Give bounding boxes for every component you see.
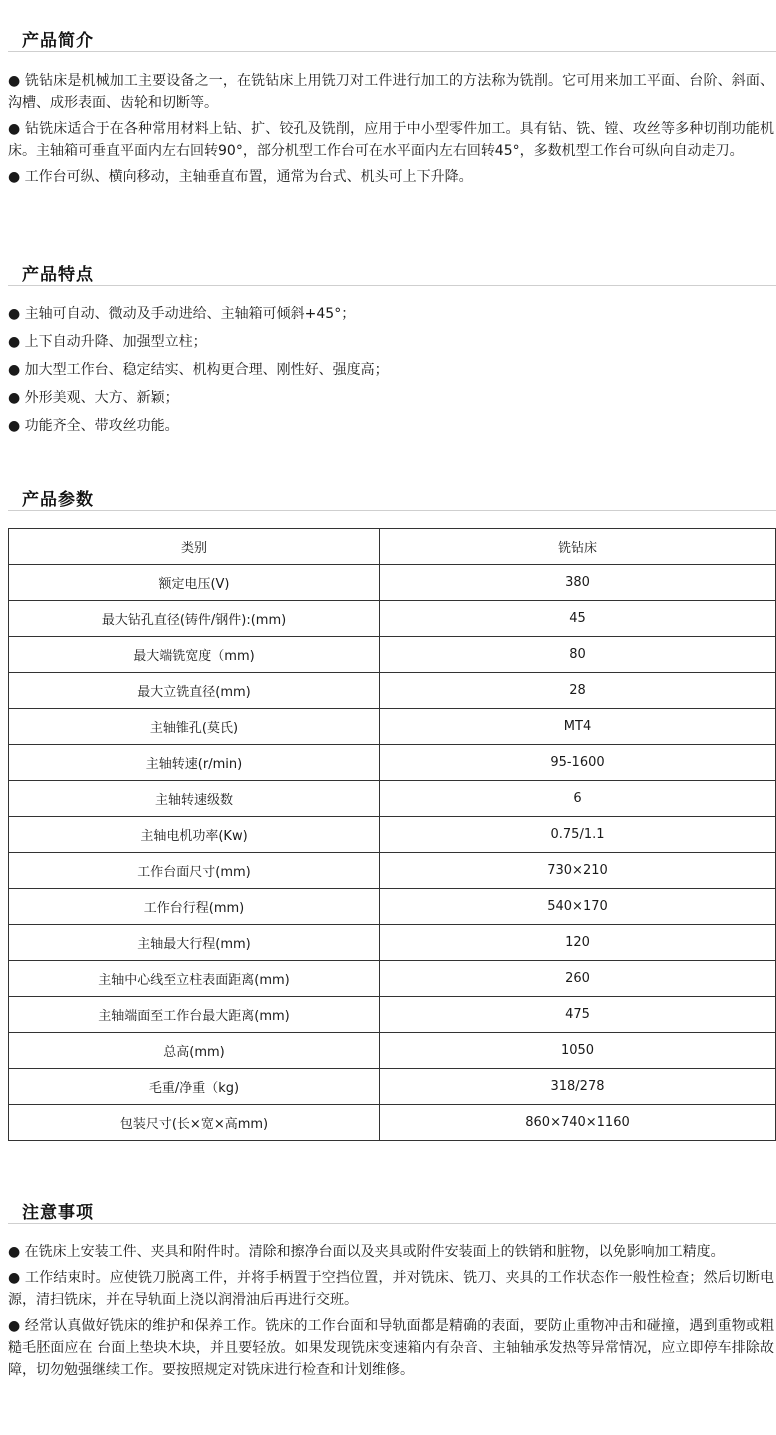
param-label: 最大钻孔直径(铸件/钢件):(mm) xyxy=(9,601,380,637)
table-row xyxy=(9,637,776,673)
feature-item: ● 外形美观、大方、新颖； xyxy=(8,390,179,406)
param-label: 额定电压(V) xyxy=(9,565,380,601)
param-value: 80 xyxy=(380,637,776,673)
param-label: 工作台面尺寸(mm) xyxy=(9,853,380,889)
param-label: 主轴锥孔(莫氏) xyxy=(9,709,380,745)
section-header-intro xyxy=(0,24,776,54)
table-row xyxy=(9,961,776,997)
intro-paragraph: ● 工作台可纵、横向移动，主轴垂直布置，通常为台式、机头可上下升降。 xyxy=(8,169,473,185)
section-header-params xyxy=(0,483,776,513)
table-row xyxy=(9,817,776,853)
section-divider xyxy=(8,51,776,52)
param-label: 主轴端面至工作台最大距离(mm) xyxy=(9,997,380,1033)
param-value: 1050 xyxy=(380,1033,776,1069)
section-header-notes xyxy=(0,1196,776,1226)
param-label: 最大端铣宽度（mm) xyxy=(9,637,380,673)
param-value: 860×740×1160 xyxy=(380,1105,776,1141)
param-value: 260 xyxy=(380,961,776,997)
table-row xyxy=(9,781,776,817)
feature-item: ● 上下自动升降、加强型立柱； xyxy=(8,334,207,350)
note-paragraph: ● 经常认真做好铣床的维护和保养工作。铣床的工作台面和导轨面都是精确的表面，要防止重物冲击和碰撞，遇到重物或粗糙毛胚面应在 台面上垫块木块，并且要轻放。如果发现铣床变速箱内有杂音、主轴轴承发热等异常情况，应立即停车排除故障，切勿勉强继续工作。要按照规定对铣床进行检查和计划维修。 xyxy=(8,1318,774,1378)
table-row xyxy=(9,1069,776,1105)
param-value: 318/278 xyxy=(380,1069,776,1105)
table-row xyxy=(9,853,776,889)
param-value: 铣钻床 xyxy=(380,529,776,565)
features-list xyxy=(8,303,774,443)
table-row xyxy=(9,529,776,565)
section-title-intro: 产品简介 xyxy=(22,31,94,51)
feature-item: ● 主轴可自动、微动及手动进给、主轴箱可倾斜+45°； xyxy=(8,306,356,322)
table-row xyxy=(9,997,776,1033)
section-header-features xyxy=(0,258,776,288)
table-row xyxy=(9,1105,776,1141)
intro-paragraph: ● 钻铣床适合于在各种常用材料上钻、扩、铰孔及铣削，应用于中小型零件加工。具有钻、铣、镗、攻丝等多种切削功能机床。主轴箱可垂直平面内左右回转90°，部分机型工作台可在水平面内左右回转45°，多数机型工作台可纵向自动走刀。 xyxy=(8,121,774,159)
table-row xyxy=(9,925,776,961)
intro-paragraph: ● 铣钻床是机械加工主要设备之一，在铣钻床上用铣刀对工件进行加工的方法称为铣削。它可用来加工平面、台阶、斜面、沟槽、成形表面、齿轮和切断等。 xyxy=(8,73,774,111)
param-value: 380 xyxy=(380,565,776,601)
param-value: 120 xyxy=(380,925,776,961)
param-label: 主轴最大行程(mm) xyxy=(9,925,380,961)
param-label: 工作台行程(mm) xyxy=(9,889,380,925)
section-divider xyxy=(8,285,776,286)
param-value: 6 xyxy=(380,781,776,817)
table-row xyxy=(9,709,776,745)
table-row xyxy=(9,565,776,601)
feature-item: ● 功能齐全、带攻丝功能。 xyxy=(8,418,179,434)
param-value: 0.75/1.1 xyxy=(380,817,776,853)
param-label: 主轴转速级数 xyxy=(9,781,380,817)
param-label: 包装尺寸(长×宽×高mm) xyxy=(9,1105,380,1141)
param-label: 总高(mm) xyxy=(9,1033,380,1069)
feature-item: ● 加大型工作台、稳定结实、机构更合理、刚性好、强度高； xyxy=(8,362,389,378)
param-label: 最大立铣直径(mm) xyxy=(9,673,380,709)
param-label: 主轴电机功率(Kw) xyxy=(9,817,380,853)
section-title-params: 产品参数 xyxy=(22,490,94,510)
param-value: 95-1600 xyxy=(380,745,776,781)
param-value: 45 xyxy=(380,601,776,637)
param-value: 28 xyxy=(380,673,776,709)
param-label: 毛重/净重（kg) xyxy=(9,1069,380,1105)
table-row xyxy=(9,601,776,637)
param-value: 730×210 xyxy=(380,853,776,889)
param-label: 主轴转速(r/min) xyxy=(9,745,380,781)
note-paragraph: ● 在铣床上安装工件、夹具和附件时。清除和擦净台面以及夹具或附件安装面上的铁销和脏物，以免影响加工精度。 xyxy=(8,1244,725,1260)
param-label: 类别 xyxy=(9,529,380,565)
notes-paragraphs xyxy=(8,1241,774,1385)
note-paragraph: ● 工作结束时。应使铣刀脱离工件，并将手柄置于空挡位置，并对铣床、铣刀、夹具的工作状态作一般性检查；然后切断电源，清扫铣床，并在导轨面上浇以润滑油后再进行交班。 xyxy=(8,1270,774,1308)
param-value: MT4 xyxy=(380,709,776,745)
table-row xyxy=(9,889,776,925)
table-row xyxy=(9,1033,776,1069)
params-table xyxy=(8,528,776,1141)
section-title-notes: 注意事项 xyxy=(22,1203,94,1223)
param-value: 475 xyxy=(380,997,776,1033)
intro-paragraphs xyxy=(8,70,774,192)
section-divider xyxy=(8,1223,776,1224)
param-label: 主轴中心线至立柱表面距离(mm) xyxy=(9,961,380,997)
section-title-features: 产品特点 xyxy=(22,265,94,285)
table-row xyxy=(9,745,776,781)
param-value: 540×170 xyxy=(380,889,776,925)
table-row xyxy=(9,673,776,709)
section-divider xyxy=(8,510,776,511)
